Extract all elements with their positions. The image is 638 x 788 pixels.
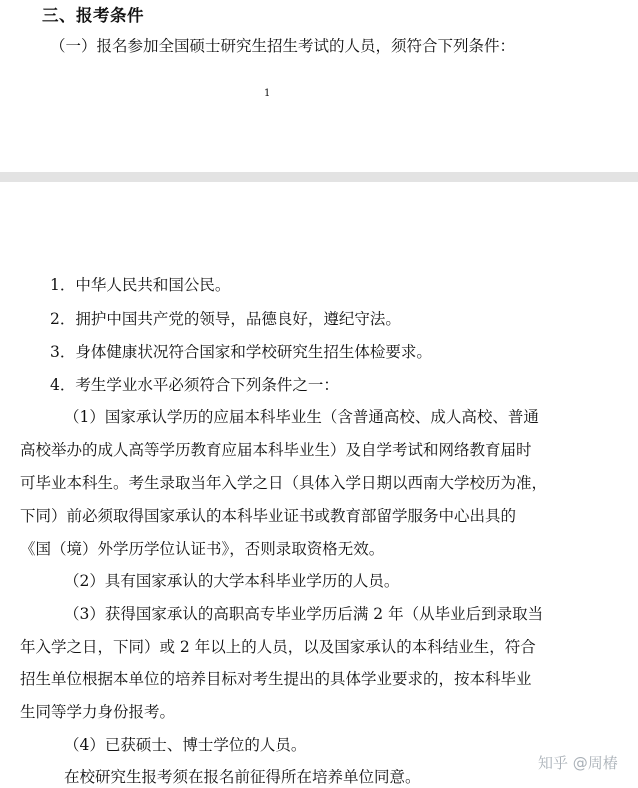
condition-item-2: 2．拥护中国共产党的领导，品德良好，遵纪守法。 [50,310,401,328]
section-title: 三、报考条件 [42,6,144,25]
sub-item-1-line-2: 高校举办的成人高等学历教育应届本科毕业生）及自学考试和网络教育届时 [20,441,532,459]
page-separator [0,172,638,182]
subsection-heading: （一）报名参加全国硕士研究生招生考试的人员，须符合下列条件： [50,37,516,55]
sub-item-1-line-3: 可毕业本科生。考生录取当年入学之日（具体入学日期以西南大学校历为准， [20,474,548,492]
document-page-top [0,0,638,172]
sub-item-3-line-2: 年入学之日，下同）或 2 年以上的人员，以及国家承认的本科结业生，符合 [20,638,536,656]
sub-item-3-line-1: （3）获得国家承认的高职高专毕业学历后满 2 年（从毕业后到录取当 [64,605,544,623]
sub-item-4: （4）已获硕士、博士学位的人员。 [64,736,307,754]
sub-item-1-line-4: 下同）前必须取得国家承认的本科毕业证书或教育部留学服务中心出具的 [20,507,517,525]
enrolled-student-note: 在校研究生报考须在报名前征得所在培养单位同意。 [64,768,421,786]
sub-item-1-line-5: 《国（境）外学历学位认证书》，否则录取资格无效。 [20,540,385,558]
condition-item-3: 3．身体健康状况符合国家和学校研究生招生体检要求。 [50,343,432,361]
sub-item-3-line-3: 招生单位根据本单位的培养目标对考生提出的具体学业要求的，按本科毕业 [20,670,532,688]
zhihu-watermark: 知乎 @周椿 [538,754,618,772]
sub-item-1-line-1: （1）国家承认学历的应届本科毕业生（含普通高校、成人高校、普通 [64,408,539,426]
page-number: 1 [264,88,271,99]
sub-item-3-line-4: 生同等学力身份报考。 [20,703,176,721]
condition-item-4: 4．考生学业水平必须符合下列条件之一： [50,376,339,394]
sub-item-2: （2）具有国家承认的大学本科毕业学历的人员。 [64,572,400,590]
condition-item-1: 1．中华人民共和国公民。 [50,276,231,294]
